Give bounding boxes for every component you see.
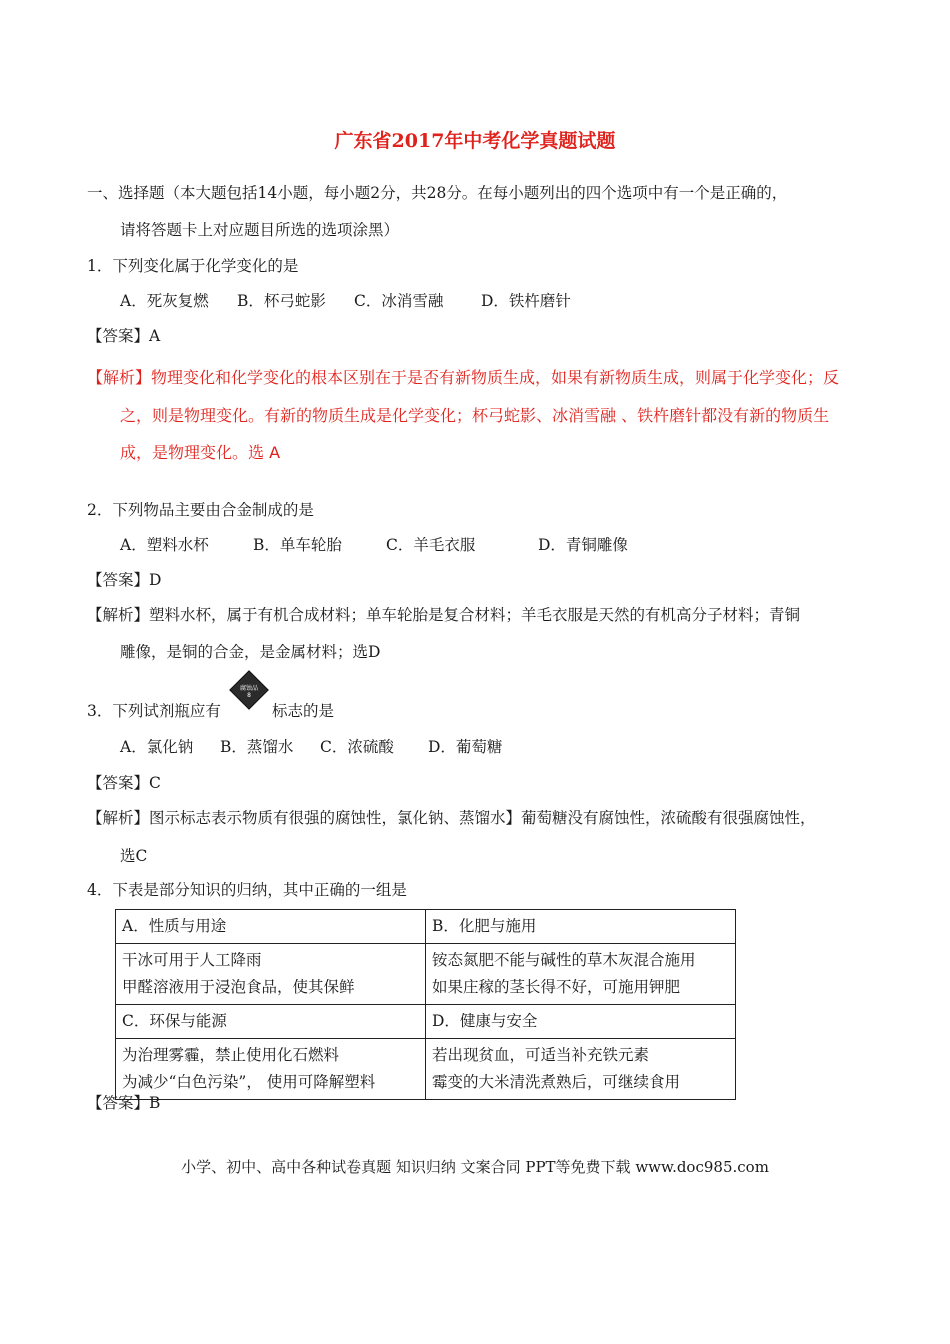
- cell-b-content: [426, 944, 736, 1005]
- q3-option-b: B．蒸馏水: [220, 738, 294, 756]
- page-title: 广东省2017年中考化学真题试题: [334, 130, 616, 152]
- q1-analysis-line-3: 成，是物理变化。选 A: [120, 443, 281, 462]
- q2-option-c: C．羊毛衣服: [386, 536, 476, 554]
- q2-analysis-line-2: 雕像，是铜的合金，是金属材料；选D: [120, 643, 381, 661]
- cell-a-header: A．性质与用途: [116, 910, 426, 944]
- q2-option-d: D．青铜雕像: [538, 536, 628, 554]
- cell-a-content: [116, 944, 426, 1005]
- q1-analysis-line-2: 之，则是物理变化。有新的物质生成是化学变化；杯弓蛇影、冰消雪融 、铁杵磨针都没有新的物质生: [120, 406, 830, 425]
- cell-c-content: [116, 1039, 426, 1100]
- cell-line: 为减少“白色污染”， 使用可降解塑料: [122, 1073, 376, 1091]
- table-row: [116, 1039, 736, 1100]
- cell-d-header: D．健康与安全: [426, 1005, 736, 1039]
- cell-line: 甲醛溶液用于浸泡食品，使其保鲜: [122, 978, 355, 996]
- q1-option-b: B．杯弓蛇影: [237, 292, 326, 310]
- q1-option-a: A．死灰复燃: [120, 292, 209, 310]
- table-row: [116, 910, 736, 944]
- q1-options: [120, 291, 571, 311]
- cell-line: 霉变的大米清洗煮熟后，可继续食用: [432, 1073, 681, 1091]
- q2-option-b: B．单车轮胎: [253, 536, 342, 554]
- q2-answer: 【答案】D: [87, 571, 162, 589]
- cell-line: 若出现贫血，可适当补充铁元素: [432, 1046, 650, 1064]
- table-row: [116, 944, 736, 1005]
- q3-option-a: A．氯化钠: [120, 738, 194, 756]
- cell-b-header: B．化肥与施用: [426, 910, 736, 944]
- cell-line: 为治理雾霾，禁止使用化石燃料: [122, 1046, 340, 1064]
- table-row: [116, 1005, 736, 1039]
- page-footer: 小学、初中、高中各种试卷真题 知识归纳 文案合同 PPT等免费下载 www.doc985.com: [181, 1158, 769, 1176]
- q2-stem: 2．下列物品主要由合金制成的是: [87, 501, 314, 519]
- hazard-sign-number: 8: [247, 692, 251, 699]
- cell-line: 干冰可用于人工降雨: [122, 951, 262, 969]
- cell-line: 铵态氮肥不能与碱性的草木灰混合施用: [432, 951, 696, 969]
- q3-stem-before: 3．下列试剂瓶应有: [87, 702, 221, 720]
- q3-analysis-line-2: 选C: [120, 847, 148, 865]
- q1-stem: 1．下列变化属于化学变化的是: [87, 257, 299, 275]
- section-instruction-line-1: 一、选择题（本大题包括14小题，每小题2分，共28分。在每小题列出的四个选项中有一个是正确的，: [87, 184, 788, 202]
- q4-stem: 4．下表是部分知识的归纳，其中正确的一组是: [87, 881, 407, 899]
- cell-d-content: [426, 1039, 736, 1100]
- q3-stem-after: 标志的是: [272, 702, 335, 720]
- knowledge-table: [115, 909, 736, 1100]
- cell-c-header: C．环保与能源: [116, 1005, 426, 1039]
- q3-options: [120, 737, 502, 757]
- q2-option-a: A．塑料水杯: [120, 536, 209, 554]
- q3-analysis-line-1: 【解析】图示标志表示物质有很强的腐蚀性，氯化钠、蒸馏水】葡萄糖没有腐蚀性，浓硫酸有很强腐蚀性，: [87, 809, 816, 827]
- cell-line: 如果庄稼的茎长得不好，可施用钾肥: [432, 978, 681, 996]
- q3-option-c: C．浓硫酸: [320, 738, 394, 756]
- q2-analysis-line-1: 【解析】塑料水杯，属于有机合成材料；单车轮胎是复合材料；羊毛衣服是天然的有机高分子材料；青铜: [87, 606, 801, 624]
- q1-option-d: D．铁杵磨针: [481, 292, 571, 310]
- section-instruction-line-2: 请将答题卡上对应题目所选的选项涂黑）: [120, 221, 400, 239]
- q1-analysis-line-1: 【解析】物理变化和化学变化的根本区别在于是否有新物质生成，如果有新物质生成，则属于化学变化；反: [87, 368, 840, 387]
- q2-options: [120, 535, 628, 555]
- q3-option-d: D．葡萄糖: [428, 738, 503, 756]
- q1-answer: 【答案】A: [87, 327, 161, 345]
- corrosive-hazard-icon: [230, 671, 268, 709]
- q4-answer: 【答案】B: [87, 1094, 161, 1112]
- q3-answer: 【答案】C: [87, 774, 161, 792]
- hazard-sign-text: 腐蚀品: [239, 685, 258, 692]
- q1-option-c: C．冰消雪融: [354, 292, 444, 310]
